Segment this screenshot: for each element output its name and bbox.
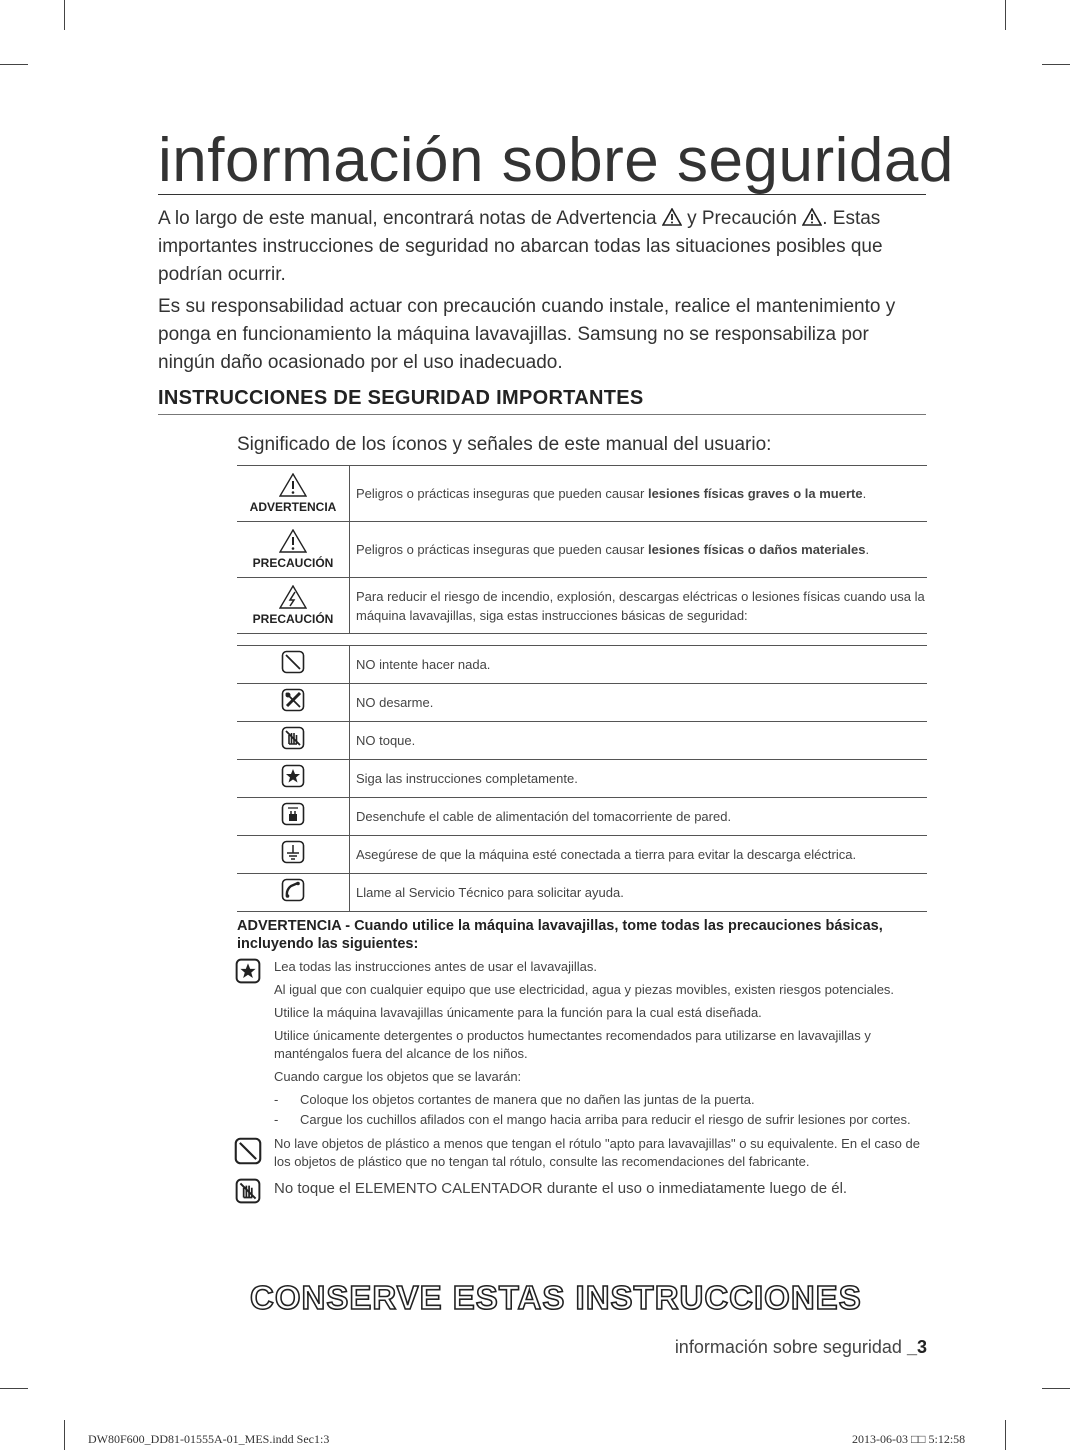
list-item: No lave objetos de plástico a menos que tengan el rótulo "apto para lavavajillas" o su equivalente. En el caso de los objetos de plástico que no tengan tal rótulo, consulte las recomendaciones del fabricante. bbox=[274, 1136, 920, 1169]
icons-table bbox=[237, 645, 927, 912]
symbol-description: Para reducir el riesgo de incendio, explosión, descargas eléctricas o lesiones físicas cuando usa la máquina lavavajillas, siga estas instrucciones básicas de seguridad: bbox=[350, 578, 928, 634]
file-slug: DW80F600_DD81-01555A-01_MES.indd Sec1:3 bbox=[88, 1432, 330, 1446]
unplug-icon bbox=[281, 802, 305, 826]
icon-cell bbox=[237, 722, 350, 760]
table-row bbox=[237, 798, 927, 836]
symbol-label: ADVERTENCIA bbox=[249, 500, 337, 514]
page-number: _3 bbox=[906, 1337, 927, 1357]
list-item-group bbox=[234, 1176, 929, 1198]
intro-paragraph-1 bbox=[158, 205, 928, 289]
intro-text-a: A lo largo de este manual, encontrará notas de Advertencia bbox=[158, 208, 657, 229]
table-row bbox=[237, 760, 927, 798]
crop-mark bbox=[0, 64, 28, 65]
symbol-description bbox=[350, 466, 928, 522]
icon-description: Siga las instrucciones completamente. bbox=[350, 760, 928, 798]
bullet-dash: - bbox=[274, 1112, 279, 1127]
icon-cell bbox=[237, 836, 350, 874]
intro-paragraph-2: Es su responsabilidad actuar con precaución cuando instale, realice el mantenimiento y ponga en funcionamiento la máquina lavavajillas. Samsung no se responsabiliza por ningún daño ocasionado por el uso inadecuado. bbox=[158, 296, 896, 373]
crop-mark bbox=[1005, 0, 1006, 30]
list-item: Lea todas las instrucciones antes de usar el lavavajillas. bbox=[274, 959, 598, 974]
symbol-cell bbox=[237, 578, 350, 634]
date-slug: 2013-06-03 □□ 5:12:58 bbox=[852, 1432, 966, 1446]
icon-description: Asegúrese de que la máquina esté conectada a tierra para evitar la descarga eléctrica. bbox=[350, 836, 928, 874]
icon-description: Desenchufe el cable de alimentación del tomacorriente de pared. bbox=[350, 798, 928, 836]
follow-instructions-icon bbox=[234, 958, 262, 984]
list-item: Cuando cargue los objetos que se lavarán: bbox=[274, 1069, 522, 1084]
bullet-text: Cargue los cuchillos afilados con el mango hacia arriba para reducir el riesgo de sufrir lesiones por cortes. bbox=[300, 1112, 911, 1127]
no-disassemble-icon bbox=[281, 688, 305, 712]
bullet-item bbox=[274, 1091, 929, 1109]
list-item: Utilice únicamente detergentes o productos humectantes recomendados para utilizarse en lavavajillas y manténgalos fuera del alcance de los niños. bbox=[274, 1028, 871, 1061]
table-row bbox=[237, 874, 927, 912]
icon-cell bbox=[237, 684, 350, 722]
closing-heading: CONSERVE ESTAS INSTRUCCIONES bbox=[250, 1279, 862, 1316]
list-item-group bbox=[234, 1135, 929, 1171]
icon-description: NO intente hacer nada. bbox=[350, 646, 928, 684]
caution-triangle-icon bbox=[802, 208, 822, 226]
safety-list bbox=[234, 958, 929, 1203]
symbol-cell bbox=[237, 522, 350, 578]
table-row bbox=[237, 522, 927, 578]
no-touch-icon bbox=[234, 1178, 262, 1204]
prohibited-icon bbox=[234, 1137, 262, 1165]
symbol-label: PRECAUCIÓN bbox=[252, 556, 334, 570]
symbol-text-end: . bbox=[865, 542, 870, 557]
call-service-icon bbox=[281, 878, 305, 902]
symbol-text-bold: lesiones físicas graves o la muerte bbox=[647, 486, 863, 501]
crop-mark bbox=[1042, 1388, 1070, 1389]
crop-mark bbox=[64, 0, 65, 30]
no-touch-icon bbox=[281, 726, 305, 750]
caution-triangle-icon bbox=[279, 529, 307, 553]
crop-mark bbox=[1005, 1420, 1006, 1450]
intro-text-c: . Estas importantes instrucciones de seguridad no abarcan todas las situaciones posibles que podrían ocurrir. bbox=[158, 208, 883, 285]
crop-mark bbox=[1042, 64, 1070, 65]
electric-hazard-icon bbox=[279, 585, 307, 609]
icon-cell bbox=[237, 874, 350, 912]
icon-cell bbox=[237, 760, 350, 798]
symbol-description bbox=[350, 522, 928, 578]
symbol-text-bold: lesiones físicas o daños materiales bbox=[647, 542, 866, 557]
warning-triangle-icon bbox=[662, 208, 682, 226]
intro-text bbox=[158, 205, 928, 377]
bullet-dash: - bbox=[274, 1092, 279, 1107]
symbol-label: PRECAUCIÓN bbox=[252, 612, 334, 626]
page-title: información sobre seguridad bbox=[158, 126, 954, 195]
subheading: Significado de los íconos y señales de este manual del usuario: bbox=[237, 434, 772, 455]
prohibited-icon bbox=[281, 650, 305, 674]
warning-paragraph: ADVERTENCIA - Cuando utilice la máquina lavavajillas, tome todas las precauciones básicas, incluyendo las siguientes: bbox=[237, 918, 883, 952]
icon-cell bbox=[237, 798, 350, 836]
icon-description: Llame al Servicio Técnico para solicitar ayuda. bbox=[350, 874, 928, 912]
symbols-table bbox=[237, 465, 927, 634]
icon-cell bbox=[237, 646, 350, 684]
table-row bbox=[237, 836, 927, 874]
symbol-cell bbox=[237, 466, 350, 522]
bullet-item bbox=[274, 1111, 929, 1129]
icon-description: NO desarme. bbox=[350, 684, 928, 722]
footer-page-label bbox=[675, 1337, 927, 1358]
symbol-text: Peligros o prácticas inseguras que pueden causar bbox=[356, 486, 648, 501]
bullet-text: Coloque los objetos cortantes de manera que no dañen las juntas de la puerta. bbox=[300, 1092, 755, 1107]
list-item: Al igual que con cualquier equipo que use electricidad, agua y piezas movibles, existen riesgos potenciales. bbox=[274, 982, 895, 997]
list-item: Utilice la máquina lavavajillas únicamente para la función para la cual está diseñada. bbox=[274, 1005, 762, 1020]
table-row bbox=[237, 684, 927, 722]
table-row bbox=[237, 466, 927, 522]
footer-section: información sobre seguridad bbox=[674, 1337, 902, 1357]
table-row bbox=[237, 722, 927, 760]
intro-text-b: y Precaución bbox=[687, 208, 797, 229]
follow-instructions-icon bbox=[281, 764, 305, 788]
ground-icon bbox=[281, 840, 305, 864]
section-heading: INSTRUCCIONES DE SEGURIDAD IMPORTANTES bbox=[158, 387, 926, 415]
table-row bbox=[237, 646, 927, 684]
icon-description: NO toque. bbox=[350, 722, 928, 760]
symbol-text: Peligros o prácticas inseguras que pueden causar bbox=[356, 542, 648, 557]
list-item: No toque el ELEMENTO CALENTADOR durante el uso o inmediatamente luego de él. bbox=[274, 1180, 848, 1197]
crop-mark bbox=[64, 1420, 65, 1450]
warning-triangle-icon bbox=[279, 473, 307, 497]
symbol-text-end: . bbox=[862, 486, 867, 501]
crop-mark bbox=[0, 1388, 28, 1389]
table-row bbox=[237, 578, 927, 634]
